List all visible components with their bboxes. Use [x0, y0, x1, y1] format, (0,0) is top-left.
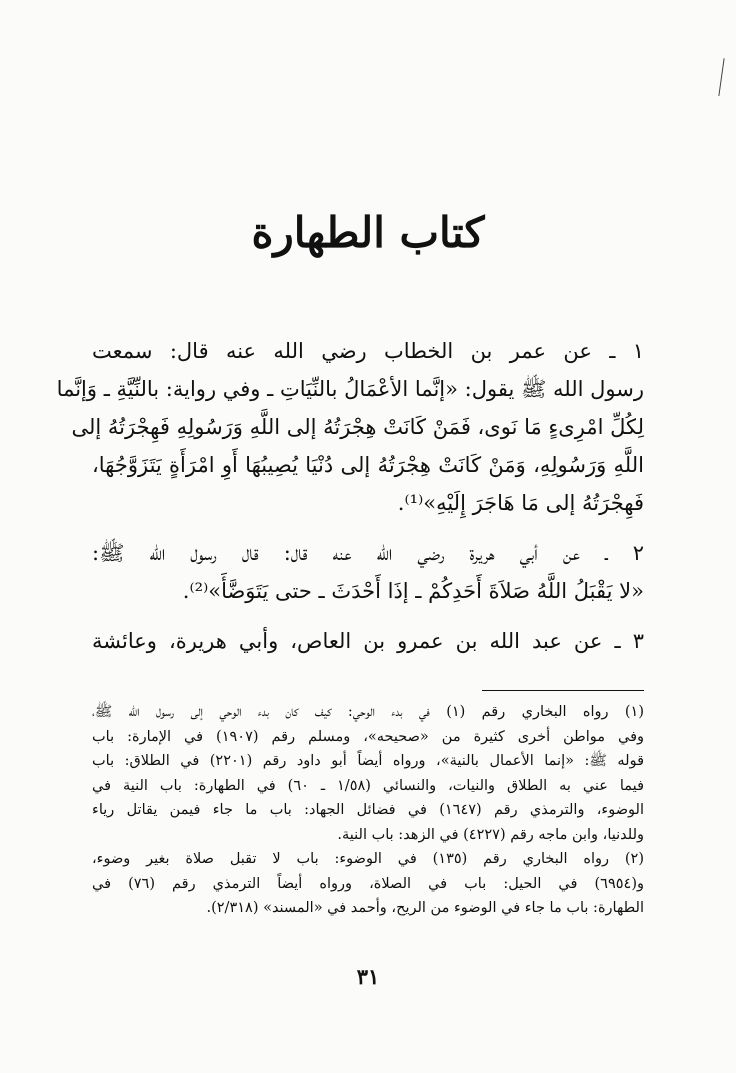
- footnote-line: (١) رواه البخاري رقم (١) في بدء الوحي: كيف كان بدء الوحي إلى رسول الله ﷺ،: [92, 704, 644, 720]
- hadith-line: لِكُلِّ امْرِىءٍ مَا نَوى، فَمَنْ كَانَتْ هِجْرَتُهُ إلى اللَّهِ وَرَسُولِهِ فَهِجْرَتُهُ إلى: [71, 415, 644, 439]
- scan-margin-mark: [716, 58, 724, 96]
- hadith-line: ٣ ـ عن عبد الله بن عمرو بن العاص، وأبي هريرة، وعائشة: [92, 629, 644, 653]
- footnote-line: قوله ﷺ: «إنما الأعمال بالنية»، ورواه أيضاً أبو داود رقم (٢٢٠١) في الطلاق: باب: [92, 753, 645, 769]
- footnote-divider: [482, 690, 644, 691]
- footnote-line: و(٦٩٥٤) في الحيل: باب في الصلاة، ورواه أيضاً الترمذي رقم (٧٦) في: [92, 875, 644, 892]
- page-number: ٣١: [356, 964, 380, 989]
- footnote-1: [92, 700, 644, 847]
- hadith-line: فَهِجْرَتُهُ إلى مَا هَاجَرَ إِلَيْهِ»⁽¹⁾.: [397, 491, 644, 515]
- hadith-3: [92, 622, 644, 660]
- hadith-section: [56, 332, 644, 660]
- hadith-line: اللَّهِ وَرَسُولِهِ، وَمَنْ كَانَتْ هِجْرَتُهُ إلى دُنْيَا يُصِيبُهَا أَوِ امْرَأَةٍ يَتَزَوَّجُهَا،: [92, 453, 644, 477]
- footnote-line: الطهارة: باب ما جاء في الوضوء من الريح، وأحمد في «المسند» (٢/٣١٨).: [206, 900, 644, 916]
- footnote-line: الوضوء، والترمذي رقم (١٦٤٧) في فضائل الجهاد: باب ما جاء فيمن يقاتل رياء: [92, 802, 644, 818]
- hadith-2: [92, 534, 644, 610]
- hadith-line: ٢ ـ عن أبي هريرة رضي الله عنه قال: قال رسول الله ﷺ:: [92, 541, 644, 565]
- footnote-2: [92, 847, 644, 921]
- footnotes-section: [92, 700, 644, 921]
- footnote-line: وللدنيا، وابن ماجه رقم (٤٢٢٧) في الزهد: باب النية.: [337, 826, 644, 843]
- footnote-line: وفي مواطن أخرى كثيرة من «صحيحه»، ومسلم رقم (١٩٠٧) في الإمارة: باب: [92, 728, 645, 745]
- hadith-1: [56, 332, 644, 522]
- hadith-line: ١ ـ عن عمر بن الخطاب رضي الله عنه قال: سمعت: [92, 339, 644, 363]
- hadith-line: «لا يَقْبَلُ اللَّهُ صَلاَةَ أَحَدِكُمْ ـ إذَا أَحْدَثَ ـ حتى يَتَوَضَّأَ»⁽²⁾.: [182, 579, 644, 603]
- hadith-line: رسول الله ﷺ يقول: «إنَّما الأعْمَالُ بالنِّيَاتِ ـ وفي رواية: بالنِّيَّةِ ـ وَإنَّما: [56, 377, 644, 401]
- footnote-line: فيما عني به الطلاق والنيات، والنسائي (١/٥٨ ـ ٦٠) في الطهارة: باب النية في: [92, 777, 644, 794]
- chapter-title: كتاب الطهارة: [251, 208, 485, 258]
- footnote-line: (٢) رواه البخاري رقم (١٣٥) في الوضوء: باب لا تقبل صلاة بغير وضوء،: [92, 851, 644, 867]
